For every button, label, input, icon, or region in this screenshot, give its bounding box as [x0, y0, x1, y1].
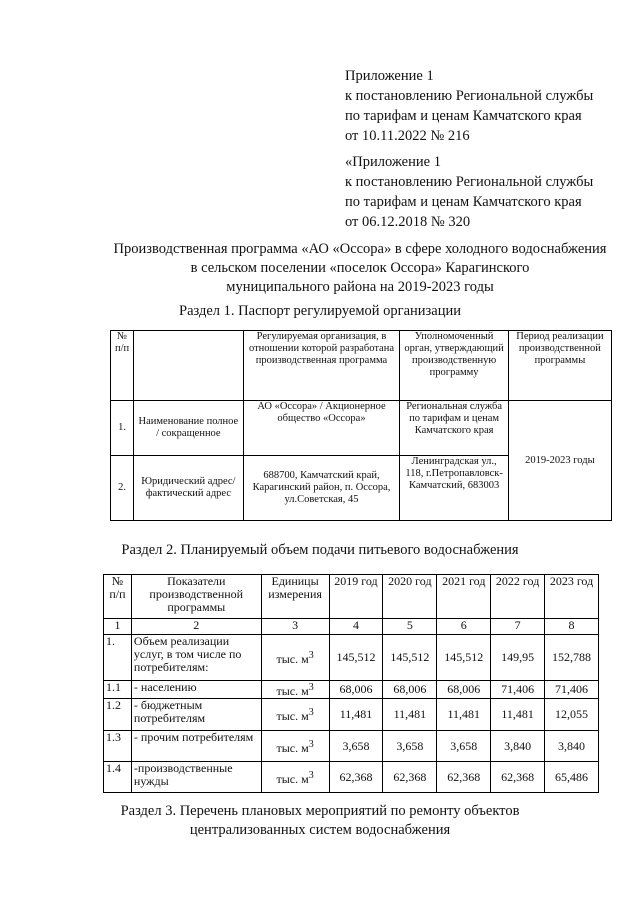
value-cell: 152,788	[545, 635, 599, 681]
value-cell: 11,481	[383, 699, 437, 731]
row-number: 1.	[111, 401, 134, 456]
header-cell: Период реализации производственной программы	[508, 331, 611, 401]
value-cell: 12,055	[545, 699, 599, 731]
value-cell: 145,512	[329, 635, 383, 681]
header-cell	[134, 331, 243, 401]
table-row	[104, 762, 599, 793]
appendix-line: к постановлению Региональной службы	[345, 88, 594, 104]
header-cell: Единицы измерения	[261, 575, 329, 619]
row-number: 1.2	[104, 699, 132, 731]
column-number: 6	[437, 619, 491, 635]
value-cell: 3,840	[491, 731, 545, 762]
row-number: 1.3	[104, 731, 132, 762]
value-cell: 145,512	[383, 635, 437, 681]
value-cell: 71,406	[545, 681, 599, 699]
value-cell: 68,006	[383, 681, 437, 699]
table-header-row	[104, 575, 599, 619]
section1-title: Раздел 1. Паспорт регулируемой организации	[179, 303, 461, 319]
appendix-line: Приложение 1	[345, 68, 434, 84]
unit-cell: тыс. $м^3$	[261, 731, 329, 762]
value-cell: 11,481	[491, 699, 545, 731]
header-cell: 2019 год	[329, 575, 383, 619]
value-cell: 145,512	[437, 635, 491, 681]
unit-cell: тыс. $м^3$	[261, 762, 329, 793]
authority-cell: Региональная служба по тарифам и ценам Камчатского края	[400, 401, 508, 456]
row-label: - прочим потребителям	[131, 731, 261, 762]
header-cell: 2020 год	[383, 575, 437, 619]
row-number: 1.4	[104, 762, 132, 793]
appendix-line: от 06.12.2018 № 320	[345, 214, 471, 230]
table-header-row	[111, 331, 612, 401]
row-label: Наименование полное / сокращенное	[134, 401, 243, 456]
title-line: в сельском поселении «поселок Оссора» Карагинского	[190, 260, 530, 276]
value-cell: 62,368	[437, 762, 491, 793]
authority-cell: Ленинградская ул., 118, г.Петропавловск-Камчатский, 683003	[400, 456, 508, 521]
table-row	[104, 681, 599, 699]
column-number: 7	[491, 619, 545, 635]
value-cell: 3,658	[329, 731, 383, 762]
unit-cell: тыс. $м^3$	[261, 681, 329, 699]
volume-table	[103, 574, 599, 793]
appendix-line: от 10.11.2022 № 216	[345, 128, 470, 144]
value-cell: 62,368	[383, 762, 437, 793]
title-line: централизованных систем водоснабжения	[189, 822, 451, 838]
header-cell: 2022 год	[491, 575, 545, 619]
row-number: 2.	[111, 456, 134, 521]
header-cell: 2021 год	[437, 575, 491, 619]
document-title	[100, 240, 620, 297]
appendix-line: «Приложение 1	[345, 154, 441, 170]
value-cell: 11,481	[437, 699, 491, 731]
org-cell: АО «Оссора» / Акционерное общество «Оссора»	[243, 401, 400, 456]
value-cell: 3,840	[545, 731, 599, 762]
row-number: 1.1	[104, 681, 132, 699]
column-number: 3	[261, 619, 329, 635]
column-number: 4	[329, 619, 383, 635]
appendix-current	[345, 66, 593, 146]
column-number: 5	[383, 619, 437, 635]
column-number-row	[104, 619, 599, 635]
value-cell: 3,658	[383, 731, 437, 762]
org-cell: 688700, Камчатский край, Карагинский район, п. Оссора, ул.Советская, 45	[243, 456, 400, 521]
appendix-original	[345, 152, 593, 232]
value-cell: 62,368	[329, 762, 383, 793]
unit-cell: тыс. $м^3$	[261, 635, 329, 681]
appendix-line: к постановлению Региональной службы	[345, 174, 594, 190]
header-cell: Уполномоченный орган, утверждающий производственную программу	[400, 331, 508, 401]
table-row	[111, 401, 612, 456]
value-cell: 62,368	[491, 762, 545, 793]
column-number: 1	[104, 619, 132, 635]
row-label: Юридический адрес/фактический адрес	[134, 456, 243, 521]
appendix-line: по тарифам и ценам Камчатского края	[345, 194, 582, 210]
value-cell: 149,95	[491, 635, 545, 681]
unit-cell: тыс. $м^3$	[261, 699, 329, 731]
row-number: 1.	[104, 635, 132, 681]
value-cell: 65,486	[545, 762, 599, 793]
period-cell: 2019-2023 годы	[508, 401, 611, 521]
title-line: Производственная программа «АО «Оссора» в сфере холодного водоснабжения	[113, 241, 607, 257]
value-cell: 71,406	[491, 681, 545, 699]
value-cell: 3,658	[437, 731, 491, 762]
header-cell: № п/п	[111, 331, 134, 401]
section2-title: Раздел 2. Планируемый объем подачи питьевого водоснабжения	[121, 542, 519, 558]
title-line: Раздел 3. Перечень плановых мероприятий по ремонту объектов	[120, 803, 520, 819]
header-cell: 2023 год	[545, 575, 599, 619]
table-row	[104, 635, 599, 681]
row-label: - населению	[131, 681, 261, 699]
title-line: муниципального района на 2019-2023 годы	[226, 279, 494, 295]
value-cell: 11,481	[329, 699, 383, 731]
header-cell: Показатели производственной программы	[131, 575, 261, 619]
value-cell: 68,006	[437, 681, 491, 699]
row-label: -производственные нужды	[131, 762, 261, 793]
column-number: 8	[545, 619, 599, 635]
header-cell: Регулируемая организация, в отношении которой разработана производственная программа	[243, 331, 400, 401]
value-cell: 68,006	[329, 681, 383, 699]
table-row	[104, 731, 599, 762]
row-label: Объем реализации услуг, в том числе по потребителям:	[131, 635, 261, 681]
section3-title	[0, 802, 640, 840]
row-label: - бюджетным потребителям	[131, 699, 261, 731]
column-number: 2	[131, 619, 261, 635]
header-cell: № п/п	[104, 575, 132, 619]
appendix-line: по тарифам и ценам Камчатского края	[345, 108, 582, 124]
passport-table	[110, 330, 612, 521]
table-row	[104, 699, 599, 731]
